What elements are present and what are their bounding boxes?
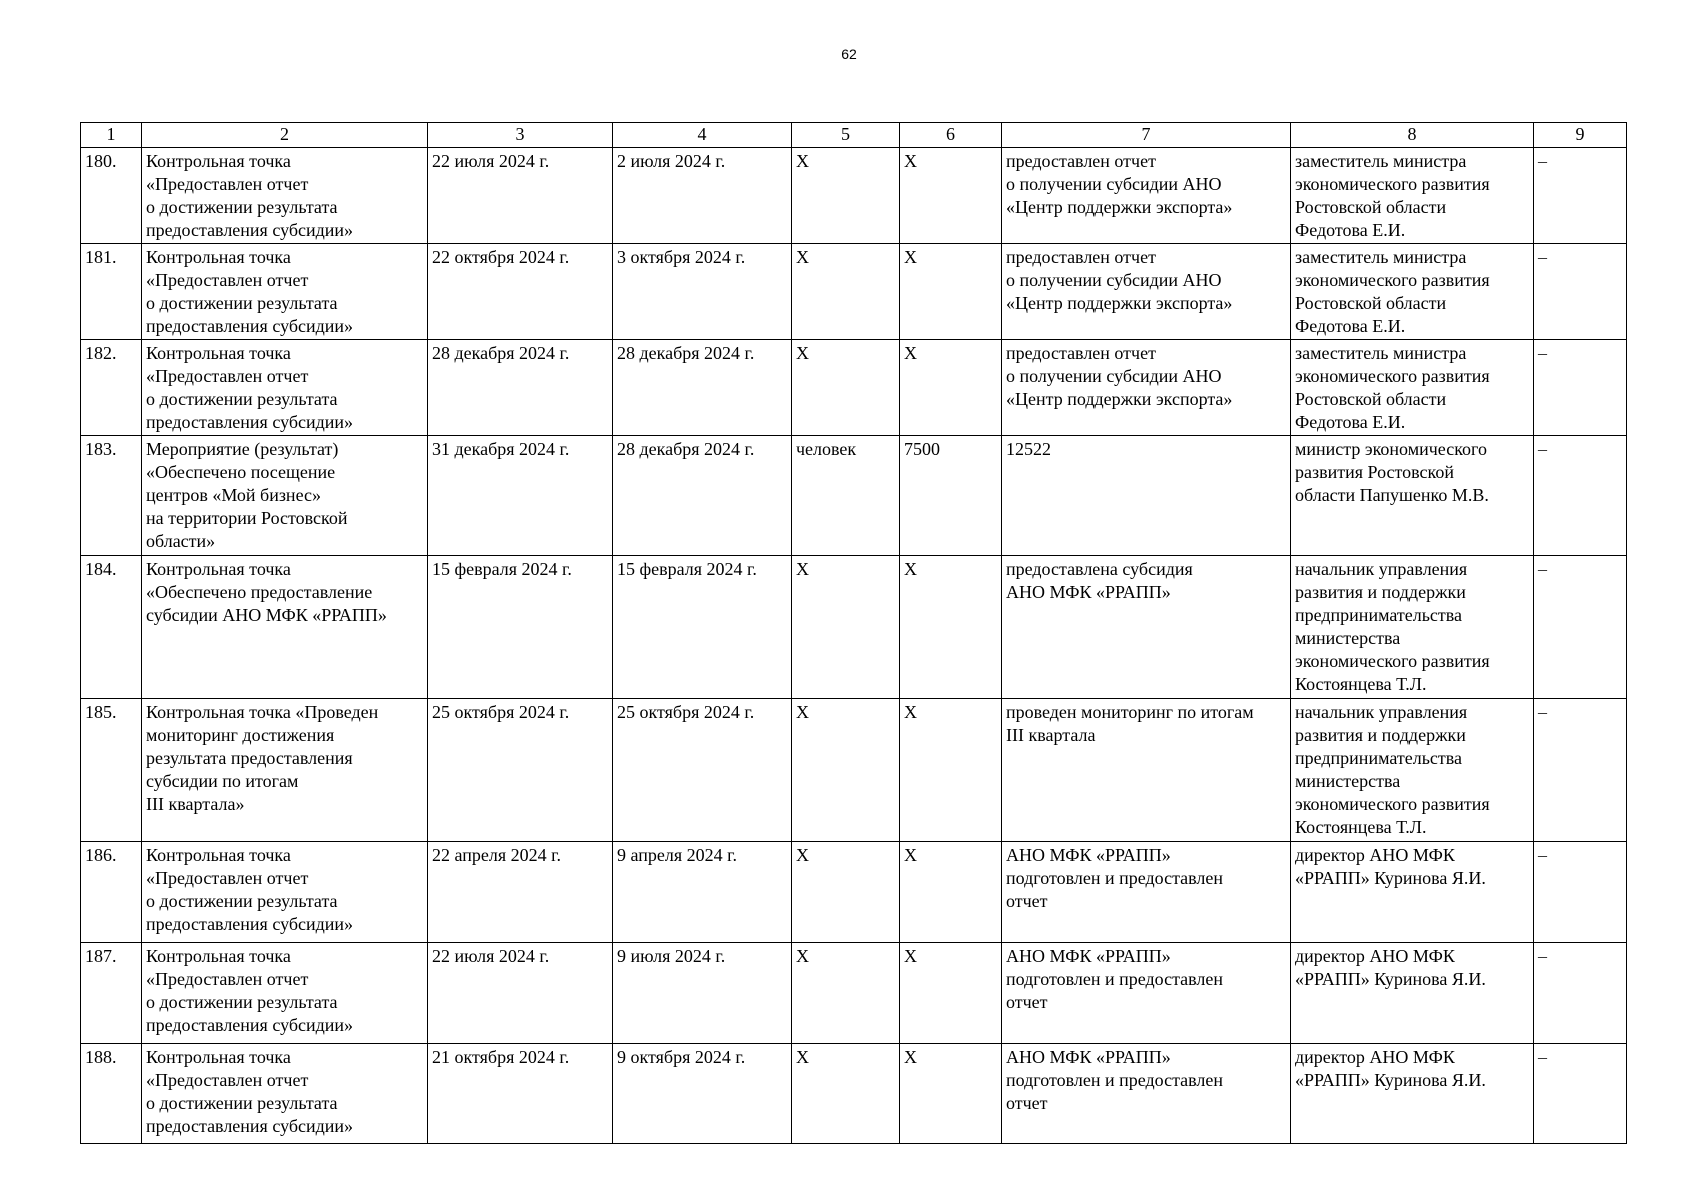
row-number-cell: 182.	[81, 340, 142, 436]
row-number-cell: 181.	[81, 244, 142, 340]
responsible-cell: заместитель министра экономического развития Ростовской области Федотова Е.И.	[1291, 148, 1534, 244]
result-cell: предоставлена субсидия АНО МФК «РРАПП»	[1002, 556, 1291, 699]
table-row	[81, 556, 1627, 699]
plan-date-cell: 22 октября 2024 г.	[428, 244, 613, 340]
column-header: 9	[1534, 123, 1627, 148]
fact-date-cell: 28 декабря 2024 г.	[613, 436, 792, 556]
responsible-cell: начальник управления развития и поддержки предпринимательства министерства экономического развития Костоянцева Т.Л.	[1291, 556, 1534, 699]
plan-value-cell: X	[900, 148, 1002, 244]
name-cell: Контрольная точка «Проведен мониторинг достижения результата предоставления субсидии по итогам III квартала»	[142, 699, 428, 842]
result-cell: 12522	[1002, 436, 1291, 556]
responsible-cell: директор АНО МФК «РРАПП» Куринова Я.И.	[1291, 1044, 1534, 1144]
row-number-cell: 188.	[81, 1044, 142, 1144]
unit-cell: X	[792, 699, 900, 842]
table-row	[81, 244, 1627, 340]
column-header: 2	[142, 123, 428, 148]
note-cell: –	[1534, 340, 1627, 436]
table-row	[81, 699, 1627, 842]
note-cell: –	[1534, 556, 1627, 699]
note-cell: –	[1534, 699, 1627, 842]
plan-date-cell: 28 декабря 2024 г.	[428, 340, 613, 436]
name-cell: Контрольная точка «Предоставлен отчет о достижении результата предоставления субсидии»	[142, 943, 428, 1044]
row-number-cell: 185.	[81, 699, 142, 842]
fact-date-cell: 3 октября 2024 г.	[613, 244, 792, 340]
fact-date-cell: 9 апреля 2024 г.	[613, 842, 792, 943]
fact-date-cell: 9 октября 2024 г.	[613, 1044, 792, 1144]
table-row	[81, 943, 1627, 1044]
column-header: 1	[81, 123, 142, 148]
note-cell: –	[1534, 1044, 1627, 1144]
row-number-cell: 180.	[81, 148, 142, 244]
table-row	[81, 1044, 1627, 1144]
result-cell: предоставлен отчет о получении субсидии АНО «Центр поддержки экспорта»	[1002, 340, 1291, 436]
plan-date-cell: 25 октября 2024 г.	[428, 699, 613, 842]
result-cell: АНО МФК «РРАПП» подготовлен и предоставлен отчет	[1002, 943, 1291, 1044]
result-cell: предоставлен отчет о получении субсидии АНО «Центр поддержки экспорта»	[1002, 148, 1291, 244]
unit-cell: X	[792, 556, 900, 699]
fact-date-cell: 15 февраля 2024 г.	[613, 556, 792, 699]
result-cell: предоставлен отчет о получении субсидии АНО «Центр поддержки экспорта»	[1002, 244, 1291, 340]
column-header: 6	[900, 123, 1002, 148]
table-row	[81, 340, 1627, 436]
note-cell: –	[1534, 842, 1627, 943]
fact-date-cell: 2 июля 2024 г.	[613, 148, 792, 244]
plan-date-cell: 22 апреля 2024 г.	[428, 842, 613, 943]
table-row	[81, 148, 1627, 244]
column-header: 8	[1291, 123, 1534, 148]
page-number: 62	[841, 46, 857, 62]
name-cell: Контрольная точка «Обеспечено предоставление субсидии АНО МФК «РРАПП»	[142, 556, 428, 699]
unit-cell: X	[792, 842, 900, 943]
result-cell: АНО МФК «РРАПП» подготовлен и предоставлен отчет	[1002, 1044, 1291, 1144]
responsible-cell: министр экономического развития Ростовской области Папушенко М.В.	[1291, 436, 1534, 556]
name-cell: Контрольная точка «Предоставлен отчет о достижении результата предоставления субсидии»	[142, 244, 428, 340]
unit-cell: человек	[792, 436, 900, 556]
responsible-cell: директор АНО МФК «РРАПП» Куринова Я.И.	[1291, 943, 1534, 1044]
column-header: 4	[613, 123, 792, 148]
note-cell: –	[1534, 436, 1627, 556]
responsible-cell: заместитель министра экономического развития Ростовской области Федотова Е.И.	[1291, 244, 1534, 340]
plan-value-cell: X	[900, 340, 1002, 436]
unit-cell: X	[792, 244, 900, 340]
report-table	[80, 122, 1627, 1144]
fact-date-cell: 28 декабря 2024 г.	[613, 340, 792, 436]
table-row	[81, 436, 1627, 556]
note-cell: –	[1534, 244, 1627, 340]
row-number-cell: 183.	[81, 436, 142, 556]
name-cell: Мероприятие (результат) «Обеспечено посещение центров «Мой бизнес» на территории Ростовской области»	[142, 436, 428, 556]
table-row	[81, 842, 1627, 943]
plan-value-cell: X	[900, 699, 1002, 842]
plan-value-cell: X	[900, 943, 1002, 1044]
row-number-cell: 184.	[81, 556, 142, 699]
responsible-cell: начальник управления развития и поддержки предпринимательства министерства экономического развития Костоянцева Т.Л.	[1291, 699, 1534, 842]
name-cell: Контрольная точка «Предоставлен отчет о достижении результата предоставления субсидии»	[142, 148, 428, 244]
row-number-cell: 186.	[81, 842, 142, 943]
header-row	[81, 123, 1627, 148]
plan-date-cell: 22 июля 2024 г.	[428, 943, 613, 1044]
plan-value-cell: X	[900, 244, 1002, 340]
fact-date-cell: 25 октября 2024 г.	[613, 699, 792, 842]
plan-date-cell: 21 октября 2024 г.	[428, 1044, 613, 1144]
name-cell: Контрольная точка «Предоставлен отчет о достижении результата предоставления субсидии»	[142, 1044, 428, 1144]
result-cell: проведен мониторинг по итогам III квартала	[1002, 699, 1291, 842]
plan-value-cell: X	[900, 1044, 1002, 1144]
responsible-cell: директор АНО МФК «РРАПП» Куринова Я.И.	[1291, 842, 1534, 943]
plan-date-cell: 22 июля 2024 г.	[428, 148, 613, 244]
unit-cell: X	[792, 340, 900, 436]
plan-value-cell: X	[900, 556, 1002, 699]
note-cell: –	[1534, 148, 1627, 244]
plan-date-cell: 31 декабря 2024 г.	[428, 436, 613, 556]
unit-cell: X	[792, 148, 900, 244]
column-header: 3	[428, 123, 613, 148]
column-header: 7	[1002, 123, 1291, 148]
plan-value-cell: X	[900, 842, 1002, 943]
result-cell: АНО МФК «РРАПП» подготовлен и предоставлен отчет	[1002, 842, 1291, 943]
column-header: 5	[792, 123, 900, 148]
unit-cell: X	[792, 943, 900, 1044]
name-cell: Контрольная точка «Предоставлен отчет о достижении результата предоставления субсидии»	[142, 842, 428, 943]
note-cell: –	[1534, 943, 1627, 1044]
name-cell: Контрольная точка «Предоставлен отчет о достижении результата предоставления субсидии»	[142, 340, 428, 436]
fact-date-cell: 9 июля 2024 г.	[613, 943, 792, 1044]
plan-value-cell: 7500	[900, 436, 1002, 556]
plan-date-cell: 15 февраля 2024 г.	[428, 556, 613, 699]
unit-cell: X	[792, 1044, 900, 1144]
row-number-cell: 187.	[81, 943, 142, 1044]
responsible-cell: заместитель министра экономического развития Ростовской области Федотова Е.И.	[1291, 340, 1534, 436]
